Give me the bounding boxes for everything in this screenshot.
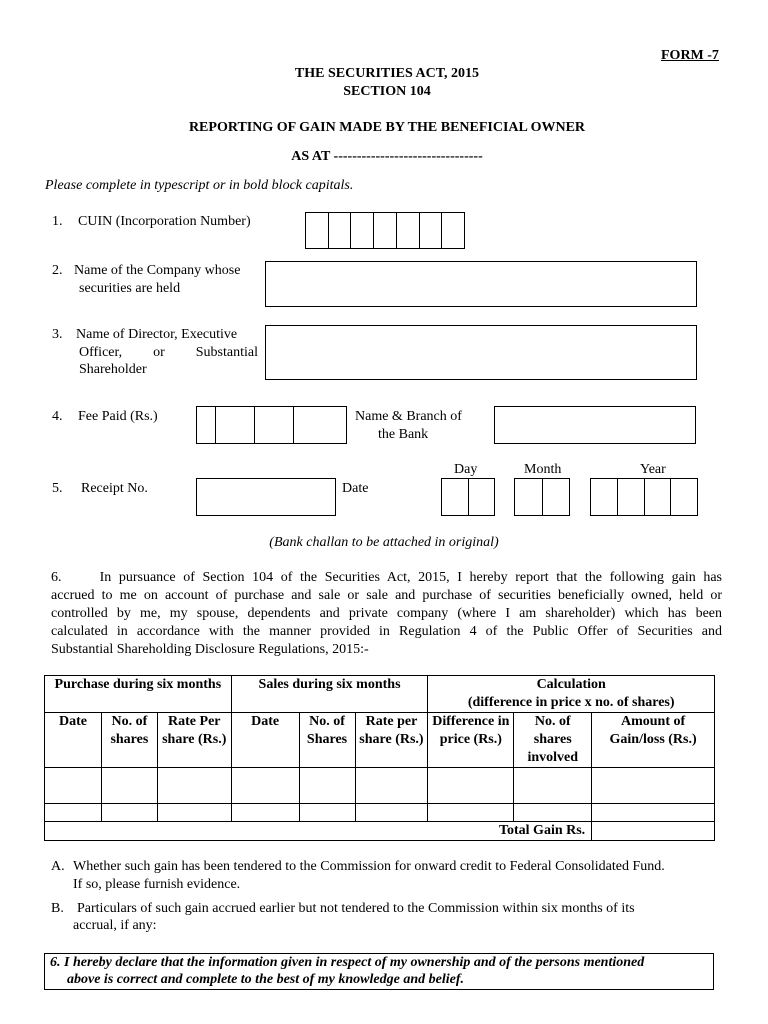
cuin-label: CUIN (Incorporation Number) xyxy=(78,214,251,229)
para6-line5: Substantial Shareholding Disclosure Regulations, 2015:- xyxy=(51,642,369,657)
calculation-title: Calculation xyxy=(536,677,606,692)
col-price-difference: Difference in price (Rs.) xyxy=(428,713,514,768)
fee-input[interactable] xyxy=(196,406,347,444)
cuin-input[interactable] xyxy=(305,212,465,249)
declaration-box xyxy=(44,953,714,990)
director-label-word2: or xyxy=(153,345,165,360)
para6-line2: accrued to me on account of purchase and sale or sale and purchase of securities beneficially owned, held or xyxy=(51,588,722,603)
para6-line4: calculated in accordance with the manner provided in Regulation 4 of the Public Offer of Securities and xyxy=(51,624,722,639)
item-b-line2: accrual, if any: xyxy=(73,918,157,933)
company-label-line2: securities are held xyxy=(79,281,181,296)
calculation-group-header xyxy=(428,676,715,713)
para6-number: 6. xyxy=(51,570,62,585)
director-label-word1: Officer, xyxy=(79,345,123,360)
year-label: Year xyxy=(640,462,666,477)
director-label-line2 xyxy=(79,345,258,361)
declaration-line1: 6. I hereby declare that the information given in respect of my ownership and of the persons mentioned xyxy=(50,955,645,970)
item-b-letter: B. xyxy=(51,901,64,916)
section-title: SECTION 104 xyxy=(343,84,431,99)
bank-label-line2: the Bank xyxy=(378,427,429,442)
bank-challan-note: (Bank challan to be attached in original) xyxy=(269,535,499,550)
report-title: REPORTING OF GAIN MADE BY THE BENEFICIAL OWNER xyxy=(188,120,586,135)
receipt-field[interactable] xyxy=(196,478,336,516)
col-purchase-rate: Rate Per share (Rs.) xyxy=(157,713,231,768)
col-sales-rate: Rate per share (Rs.) xyxy=(355,713,428,768)
col-sales-shares: No. of Shares xyxy=(299,713,355,768)
para6-line1-text: In pursuance of Section 104 of the Securities Act, 2015, I hereby report that the following gain has xyxy=(99,570,723,585)
date-label: Date xyxy=(342,481,369,496)
sales-group-header: Sales during six months xyxy=(231,676,428,713)
director-label-line3: Shareholder xyxy=(79,362,147,377)
form-number: FORM -7 xyxy=(661,48,719,63)
item-a-letter: A. xyxy=(51,859,65,874)
calculation-subtitle: (difference in price x no. of shares) xyxy=(467,695,675,710)
declaration-line2: above is correct and complete to the best of my knowledge and belief. xyxy=(67,972,464,987)
para6-line3: controlled by me, my spouse, dependents and private company (where I am shareholder) which has been xyxy=(51,606,722,621)
receipt-number: 5. xyxy=(52,481,63,496)
total-gain-label: Total Gain Rs. xyxy=(45,822,592,841)
as-at-line: AS AT -------------------------------- xyxy=(291,149,483,164)
item-a-line1: Whether such gain has been tendered to the Commission for onward credit to Federal Consolidated Fund. xyxy=(73,859,665,874)
month-input[interactable] xyxy=(514,478,570,516)
company-number: 2. xyxy=(52,263,63,278)
table-row[interactable] xyxy=(45,804,715,822)
company-name-field[interactable] xyxy=(265,261,697,307)
para6-line1 xyxy=(51,570,722,586)
col-purchase-date: Date xyxy=(45,713,102,768)
bank-label-line1: Name & Branch of xyxy=(355,409,462,424)
col-gain-amount: Amount of Gain/loss (Rs.) xyxy=(592,713,715,768)
director-number: 3. xyxy=(52,327,63,342)
total-gain-value[interactable] xyxy=(592,822,715,841)
item-a-line2: If so, please furnish evidence. xyxy=(73,877,241,892)
col-purchase-shares: No. of shares xyxy=(101,713,157,768)
company-label-line1: Name of the Company whose xyxy=(74,263,241,278)
month-label: Month xyxy=(524,462,562,477)
item-b-line1: Particulars of such gain accrued earlier but not tendered to the Commission within six months of its xyxy=(77,901,635,916)
cuin-number: 1. xyxy=(52,214,63,229)
fee-number: 4. xyxy=(52,409,63,424)
act-title: THE SECURITIES ACT, 2015 xyxy=(294,66,480,81)
receipt-label: Receipt No. xyxy=(81,481,148,496)
table-row[interactable] xyxy=(45,768,715,804)
year-input[interactable] xyxy=(590,478,698,516)
gain-table xyxy=(44,675,715,841)
director-label-line1: Name of Director, Executive xyxy=(76,327,238,342)
col-shares-involved: No. of shares involved xyxy=(514,713,592,768)
purchase-group-header: Purchase during six months xyxy=(45,676,232,713)
director-label-word3: Substantial xyxy=(195,345,258,360)
col-sales-date: Date xyxy=(231,713,299,768)
director-name-field[interactable] xyxy=(265,325,697,380)
day-label: Day xyxy=(454,462,478,477)
instruction-text: Please complete in typescript or in bold block capitals. xyxy=(45,178,354,193)
fee-label: Fee Paid (Rs.) xyxy=(78,409,158,424)
day-input[interactable] xyxy=(441,478,495,516)
bank-field[interactable] xyxy=(494,406,696,444)
